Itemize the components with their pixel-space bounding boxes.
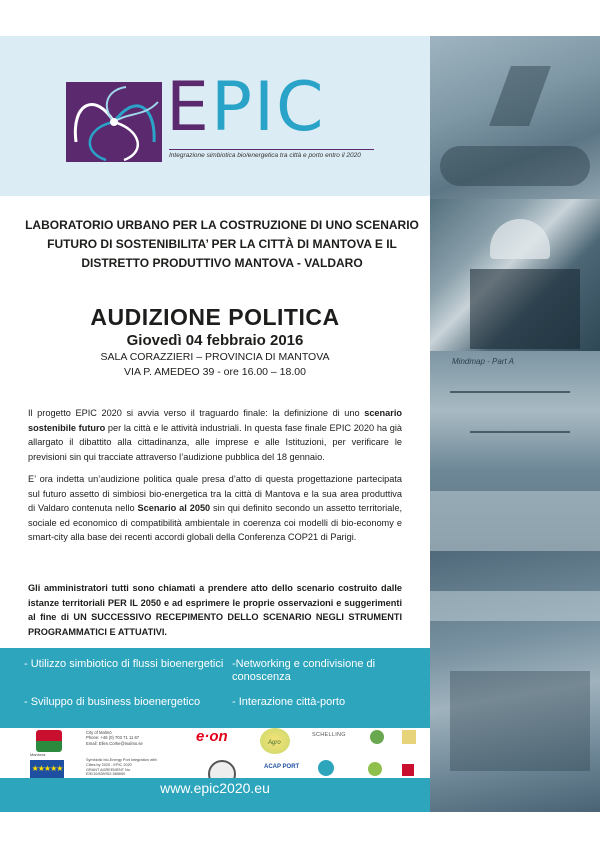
photo-mindmap: [430, 351, 600, 551]
headline: [24, 216, 420, 273]
mindmap-label: Mindmap - Part A: [452, 357, 514, 366]
partner-logo-icon: [402, 730, 416, 744]
paragraph-call-to-action: Gli amministratori tutti sono chiamati a prendere atto dello scenario costruito dalle istanze territoriali PER IL 2050 e ad esprimere le proprie osservazioni e suggerimenti al fine di UN SUCCESSIVO RECEPIMENTO DELLO SCENARIO NEGLI STRUMENTI PROGRAMMATICI E ATTUATIVI.: [28, 583, 402, 637]
text-span: per la città e le attività industriali. In questa fase finale EPIC 2020 ha già allargato il dibattito alla cittadinanza, alle imprese e alle Istituzioni, per verificare le previsioni sin qui tracciate attraverso l’audizione pubblica del 18 gennaio.: [28, 422, 402, 462]
industrial-area-shape: [450, 671, 590, 771]
topics-band: [0, 648, 430, 728]
photo-port-aerial: [430, 551, 600, 812]
partner-logo-icon: [370, 730, 384, 744]
text-span: sin qui definito secondo un assetto territoriale, sociale ed economico di compatibilità ambientale in coerenza coi modelli di bio-economy e smart-city alla base dei recenti accordi globali della Conferenza COP21 di Parigi.: [28, 503, 403, 543]
mindmap-line: [470, 431, 570, 433]
text-span: Il progetto EPIC 2020 si avvia verso il traguardo finale: la definizione di uno: [28, 408, 365, 418]
eon-logo: e·on: [196, 728, 228, 745]
mindmap-line: [450, 391, 570, 393]
agro-caption: Agro: [268, 740, 281, 746]
partner-logo-icon: [368, 762, 382, 776]
harbor-shape: [430, 491, 600, 551]
acap-logo: ACAP PORT: [264, 764, 300, 770]
topic-item: - Sviluppo di business bioenergetico: [24, 696, 201, 708]
schelling-logo: SCHELLING: [312, 732, 346, 738]
eu-flag-icon: ★★★★★: [30, 760, 64, 782]
text-span: E’ ora indetta un’audizione politica quale presa d’atto di questa progettazione partecipata sul futuro assetto di simbiosi bio-energetica tra la città di Mantova e la sua area produttiva di Valdaro contenuta nello: [28, 474, 402, 514]
text-bold: Scenario al 2050: [137, 503, 211, 514]
contact-info: City of Malmö Phone: +46 (0) 703 71 11 67 Email: Ellen.Corke@malmo.se: [86, 730, 143, 746]
logo-wordmark: [166, 68, 326, 147]
paragraph-audition: [28, 472, 402, 545]
photo-excavator: [430, 36, 600, 199]
mantova-crest-icon: [36, 730, 62, 752]
person-shape: [470, 269, 580, 349]
photo-engineers: [430, 199, 600, 351]
venue-name: SALA CORAZZIERI – PROVINCIA DI MANTOVA: [100, 351, 330, 363]
topic-item: - Interazione città-porto: [232, 696, 346, 708]
poster: [0, 36, 600, 812]
hardhat-shape: [490, 219, 550, 259]
paragraph-intro: [28, 406, 402, 464]
topic-item: -Networking e condivisione di conoscenza: [232, 658, 376, 683]
scrap-pile-shape: [440, 146, 590, 186]
logo-divider: [169, 149, 374, 150]
event-date: Giovedì 04 febbraio 2016: [126, 332, 304, 349]
headline-line: FUTURO DI SOSTENIBILITA’ PER LA CITTÀ DI MANTOVA E IL: [47, 237, 397, 251]
mantova-caption: Mantova: [30, 752, 46, 757]
swirl-logo-icon: [66, 82, 162, 162]
excavator-shape: [489, 66, 551, 126]
headline-line: DISTRETTO PRODUTTIVO MANTOVA - VALDARO: [81, 256, 363, 270]
water-shape: [430, 591, 600, 621]
event-venue: [0, 350, 430, 380]
text-bold: scenario sostenibile futuro: [28, 408, 402, 433]
logo-tagline: Integrazione simbiotica bio/energetica tra città e porto entro il 2020: [169, 152, 361, 159]
partner-logo-icon: [402, 764, 414, 776]
topic-item: - Utilizzo simbiotico di flussi bioenergetici: [24, 658, 224, 670]
epic-logo: [66, 68, 376, 172]
logo-letter-e: E: [166, 68, 211, 147]
venue-address: VIA P. AMEDEO 39 - ore 16.00 – 18.00: [124, 366, 306, 378]
logo-letters-pic: PIC: [210, 68, 326, 147]
partner-logo-icon: [318, 760, 334, 776]
website-link[interactable]: www.epic2020.eu: [160, 780, 270, 796]
event-title: AUDIZIONE POLITICA: [90, 304, 340, 330]
project-note: Symbiotic bio-Energy Port Integration with Cities by 2020 - EPIC 2020 GRANT AGREEMENT No. EIE/10/839/SI2.589650: [86, 758, 157, 777]
photo-column: [430, 36, 600, 812]
headline-line: LABORATORIO URBANO PER LA COSTRUZIONE DI UNO SCENARIO: [25, 218, 419, 232]
